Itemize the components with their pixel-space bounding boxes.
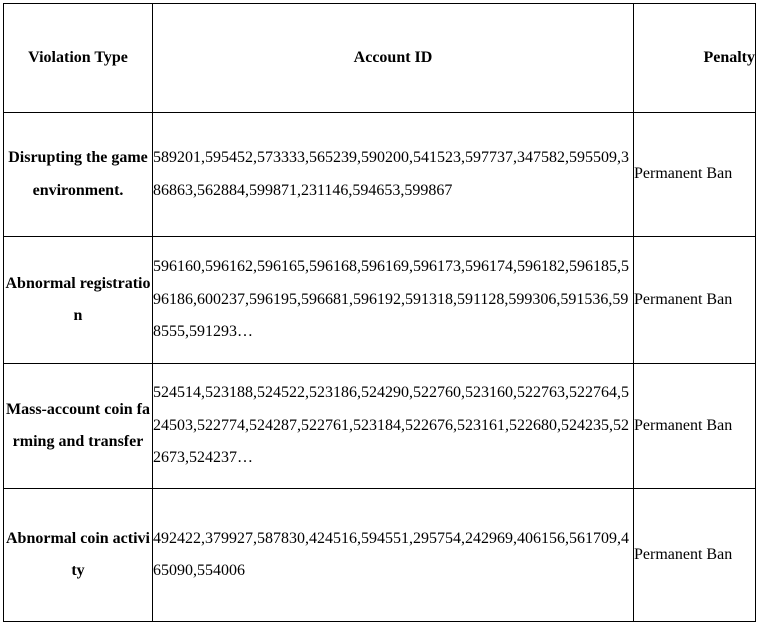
violation-type-cell: Mass-account coin farming and transfer: [4, 364, 153, 489]
penalty-header: Penalty: [634, 4, 756, 113]
penalty-cell: Permanent Ban: [634, 113, 756, 237]
violation-type-cell: Abnormal registration: [4, 237, 153, 364]
account-id-header: Account ID: [153, 4, 634, 113]
table-row: [4, 364, 756, 489]
penalty-cell: Permanent Ban: [634, 237, 756, 364]
violation-type-cell: Disrupting the game environment.: [4, 113, 153, 237]
penalty-cell: Permanent Ban: [634, 364, 756, 489]
table-row: [4, 113, 756, 237]
violation-type-cell: Abnormal coin activity: [4, 489, 153, 622]
penalty-cell: Permanent Ban: [634, 489, 756, 622]
violations-table: [3, 3, 756, 622]
table-row: [4, 237, 756, 364]
violation-type-header: Violation Type: [4, 4, 153, 113]
table-row: [4, 489, 756, 622]
account-ids-cell: 524514,523188,524522,523186,524290,522760,523160,522763,522764,524503,522774,524287,522761,523184,522676,523161,522680,524235,522673,524237…: [153, 364, 634, 489]
account-ids-cell: 492422,379927,587830,424516,594551,295754,242969,406156,561709,465090,554006: [153, 489, 634, 622]
header-row: [4, 4, 756, 113]
account-ids-cell: 596160,596162,596165,596168,596169,596173,596174,596182,596185,596186,600237,596195,596681,596192,591318,591128,599306,591536,598555,591293…: [153, 237, 634, 364]
account-ids-cell: 589201,595452,573333,565239,590200,541523,597737,347582,595509,386863,562884,599871,231146,594653,599867: [153, 113, 634, 237]
